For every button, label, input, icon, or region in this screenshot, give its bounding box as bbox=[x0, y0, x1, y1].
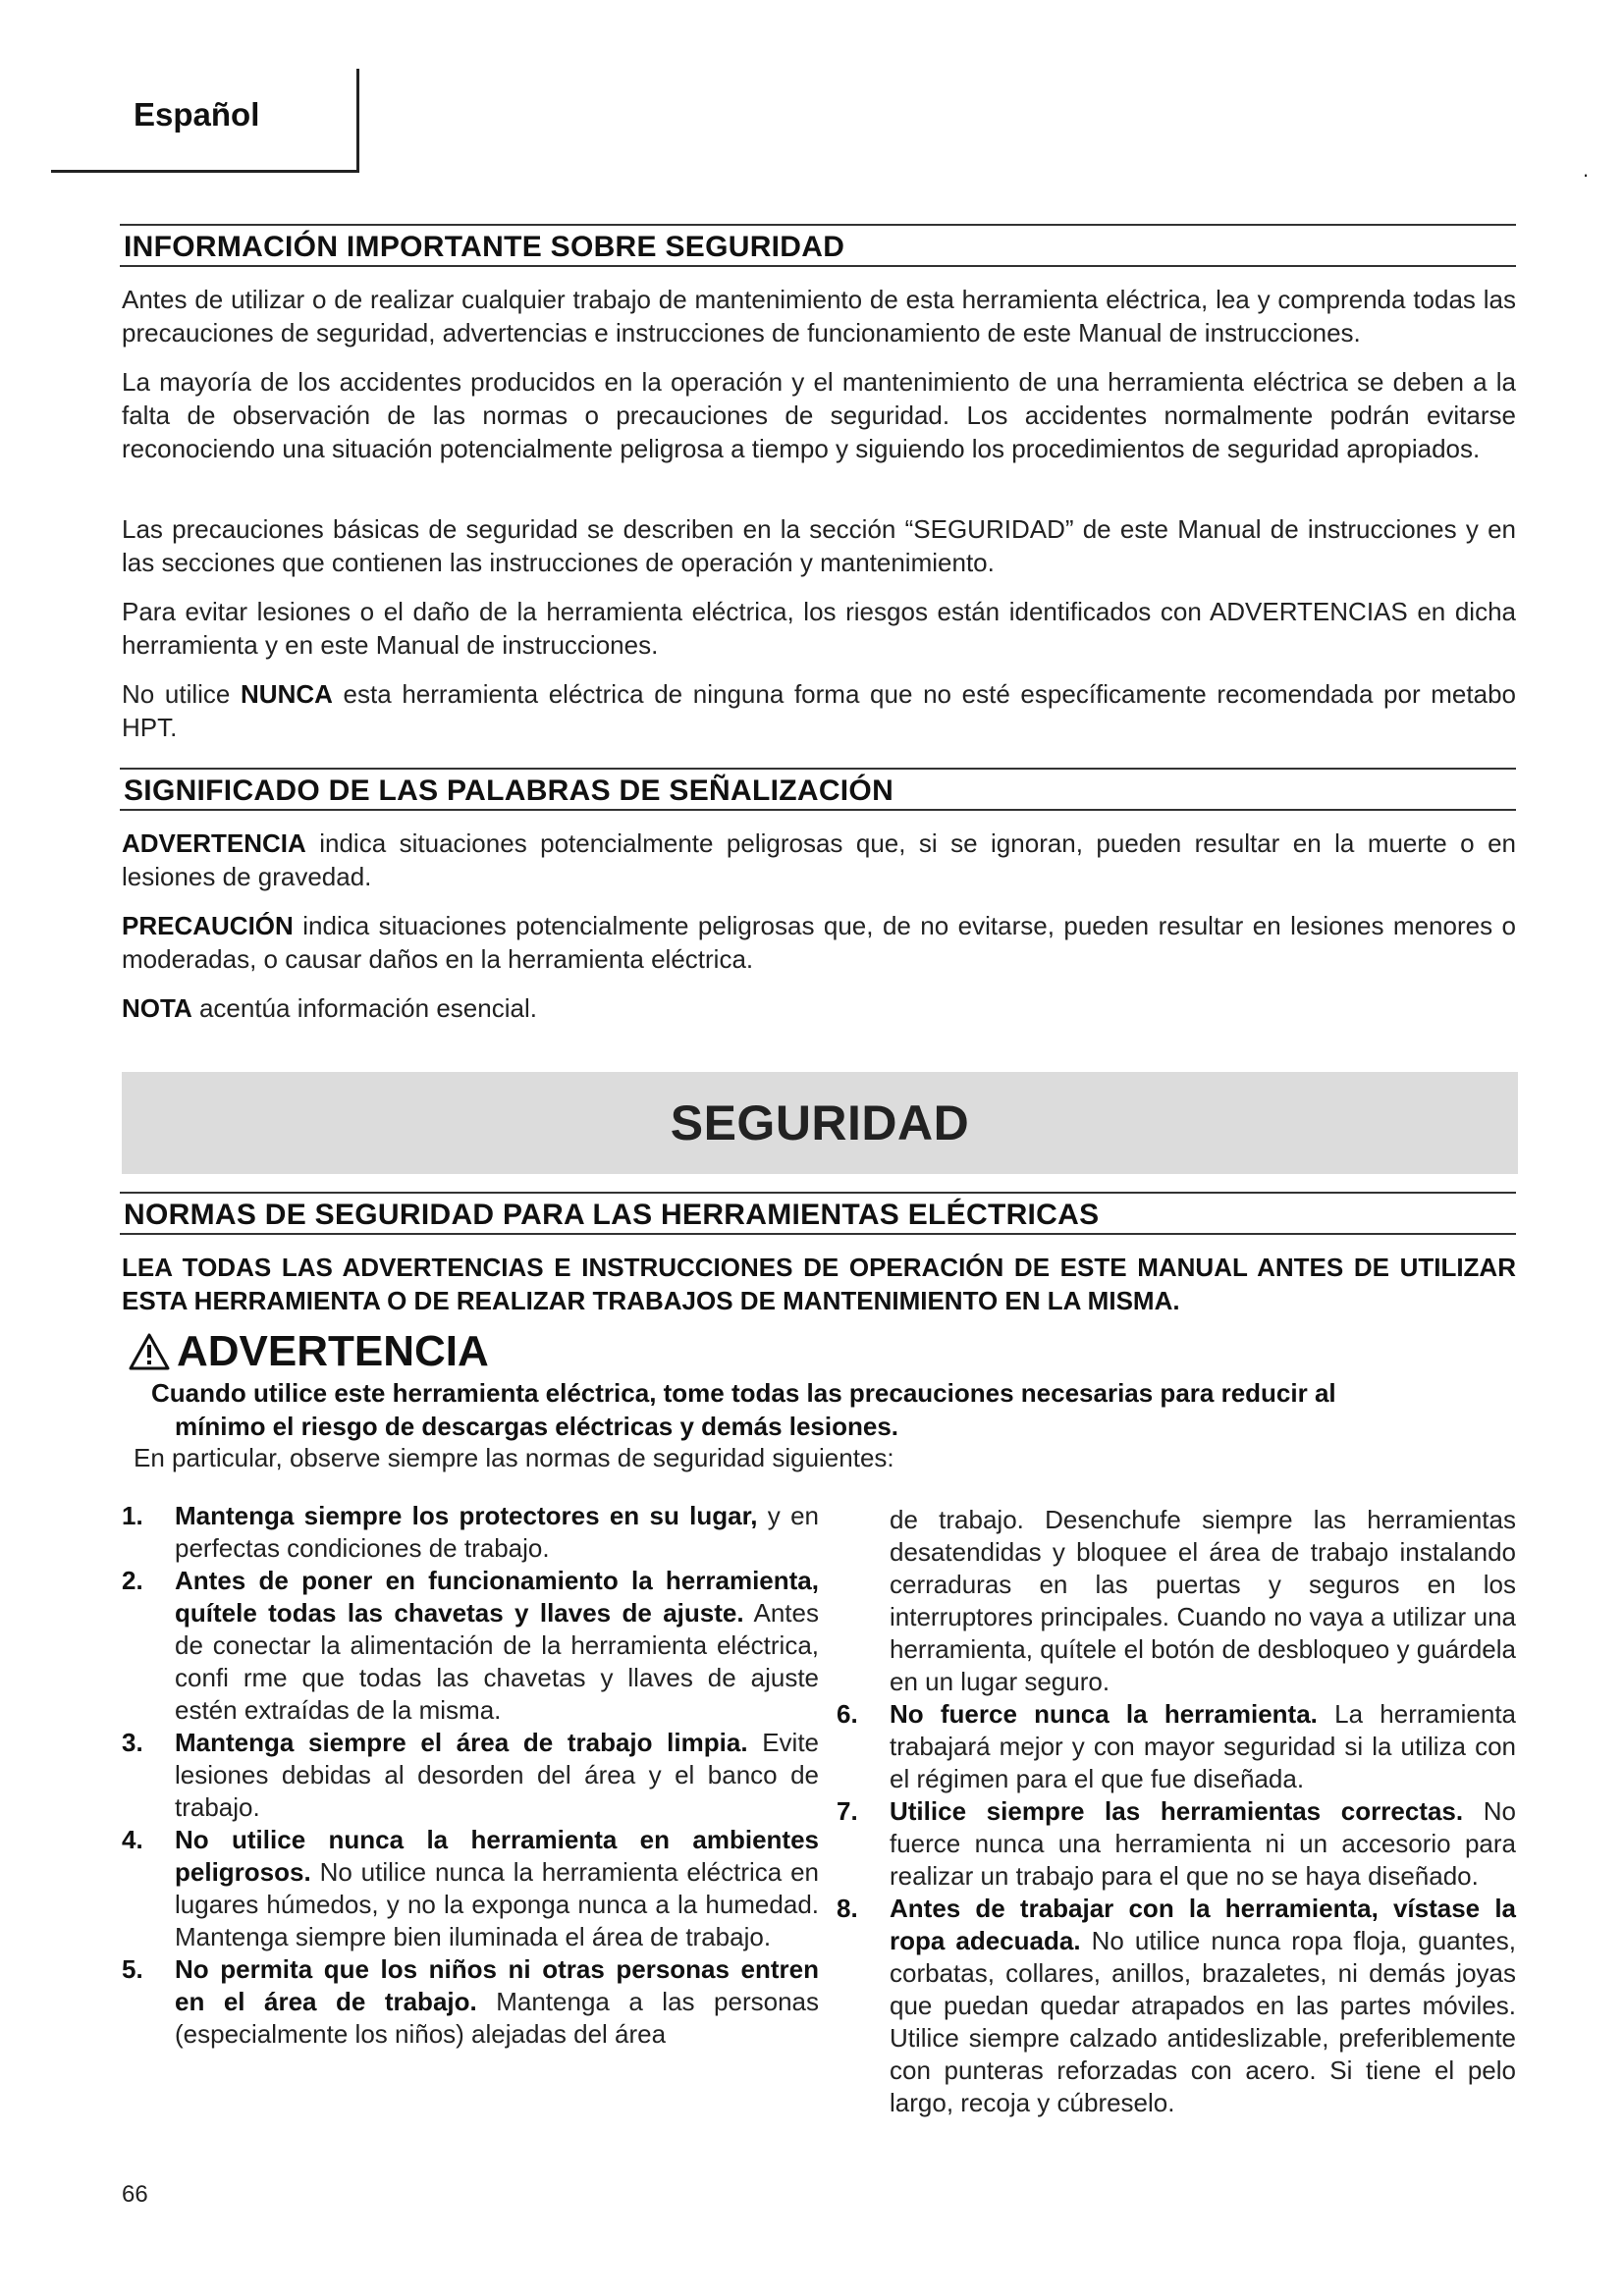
list-item: 1. Mantenga siempre los protectores en su lugar, y en perfectas condiciones de trabajo. bbox=[122, 1501, 819, 1563]
paragraph-accidents: La mayoría de los accidentes producidos en la operación y el mantenimiento de una herramienta eléctrica se deben a la falta de observación de las normas o precauciones de seguridad. Los accidentes normalmente podrán evitarse reconociendo una situación potencialmente peligrosa a tiempo y siguiendo los procedimientos de seguridad apropiados. bbox=[122, 367, 1516, 463]
list-item: 4. No utilice nunca la herramienta en ambientes peligrosos. No utilice nunca la herramienta eléctrica en lugares húmedos, y no la exponga nunca a la humedad. Mantenga siempre bien iluminada el área de trabajo. bbox=[122, 1825, 819, 1951]
section-title-power-tool-rules: NORMAS DE SEGURIDAD PARA LAS HERRAMIENTAS ELÉCTRICAS bbox=[120, 1192, 1516, 1235]
paragraph-never-use: No utilice NUNCA esta herramienta eléctrica de ninguna forma que no esté específicamente recomendada por metabo HPT. bbox=[122, 679, 1516, 742]
paragraph-intro: Antes de utilizar o de realizar cualquier trabajo de mantenimiento de esta herramienta eléctrica, lea y comprenda todas las precauciones de seguridad, advertencias e instrucciones de funcionamiento de este Manual de instrucciones. bbox=[122, 285, 1516, 347]
section-title-signal-words: SIGNIFICADO DE LAS PALABRAS DE SEÑALIZACIÓN bbox=[120, 768, 1516, 811]
warning-heading bbox=[128, 1327, 489, 1376]
warning-statement: Cuando utilice este herramienta eléctrica, tome todas las precauciones necesarias para reducir al mínimo el riesgo de descargas eléctricas y demás lesiones. bbox=[151, 1378, 1336, 1441]
warning-subtext: En particular, observe siempre las normas de seguridad siguientes: bbox=[134, 1443, 894, 1472]
paragraph-risks: Para evitar lesiones o el daño de la herramienta eléctrica, los riesgos están identificados con ADVERTENCIAS en dicha herramienta y en este Manual de instrucciones. bbox=[122, 597, 1516, 660]
list-item-continuation: de trabajo. Desenchufe siempre las herramientas desatendidas y bloquee el área de trabajo instalando cerraduras en las puertas y seguros en los interruptores principales. Cuando no vaya a utilizar una herramienta, quítele el botón de desbloqueo y guárdela en un lugar seguro. bbox=[890, 1505, 1516, 1696]
paragraph-basic-precautions: Las precauciones básicas de seguridad se describen en la sección “SEGURIDAD” de este Manual de instrucciones y en las secciones que contienen las instrucciones de operación y mantenimiento. bbox=[122, 514, 1516, 577]
warning-triangle-icon bbox=[128, 1332, 171, 1371]
stray-dot: . bbox=[1583, 157, 1590, 182]
definition-caution: PRECAUCIÓN indica situaciones potencialmente peligrosas que, de no evitarse, pueden resultar en lesiones menores o moderadas, o causar daños en la herramienta eléctrica. bbox=[122, 911, 1516, 974]
safety-banner: SEGURIDAD bbox=[122, 1072, 1518, 1174]
language-label: Español bbox=[134, 96, 260, 133]
read-all-warnings-lead: LEA TODAS LAS ADVERTENCIAS E INSTRUCCIONES DE OPERACIÓN DE ESTE MANUAL ANTES DE UTILIZAR ESTA HERRAMIENTA O DE REALIZAR TRABAJOS DE MANTENIMIENTO EN LA MISMA. bbox=[122, 1253, 1516, 1315]
list-item: 2. Antes de poner en funcionamiento la herramienta, quítele todas las chavetas y llaves de ajuste. Antes de conectar la alimentación de la herramienta eléctrica, confi rme que todas las chavetas y llaves de ajuste estén extraídas de la misma. bbox=[122, 1566, 819, 1725]
list-item: 5. No permita que los niños ni otras personas entren en el área de trabajo. Mantenga a las personas (especialmente los niños) alejadas del área bbox=[122, 1954, 819, 2049]
section-title-important-info: INFORMACIÓN IMPORTANTE SOBRE SEGURIDAD bbox=[120, 224, 1516, 267]
list-item: 8. Antes de trabajar con la herramienta, vístase la ropa adecuada. No utilice nunca ropa floja, guantes, corbatas, collares, anillos, brazaletes, ni demás joyas que puedan quedar atrapados en las partes móviles. Utilice siempre calzado antideslizable, preferiblemente con punteras reforzadas con acero. Si tiene el pelo largo, recoja y cúbreselo. bbox=[837, 1894, 1516, 2117]
definition-warning: ADVERTENCIA indica situaciones potencialmente peligrosas que, si se ignoran, pueden resultar en la muerte o en lesiones de gravedad. bbox=[122, 828, 1516, 891]
page-number: 66 bbox=[122, 2181, 148, 2208]
list-item: 3. Mantenga siempre el área de trabajo limpia. Evite lesiones debidas al desorden del área y el banco de trabajo. bbox=[122, 1728, 820, 1822]
list-item: 6. No fuerce nunca la herramienta. La herramienta trabajará mejor y con mayor seguridad si la utiliza con el régimen para el que fue diseñada. bbox=[837, 1699, 1517, 1793]
warning-heading-text: ADVERTENCIA bbox=[177, 1327, 489, 1375]
list-item: 7. Utilice siempre las herramientas correctas. No fuerce nunca una herramienta ni un accesorio para realizar un trabajo para el que no se haya diseñado. bbox=[837, 1796, 1516, 1891]
rules-column-right bbox=[837, 1504, 1516, 2119]
rules-column-left bbox=[122, 1500, 819, 2051]
definition-note: NOTA acentúa información esencial. bbox=[122, 993, 537, 1023]
